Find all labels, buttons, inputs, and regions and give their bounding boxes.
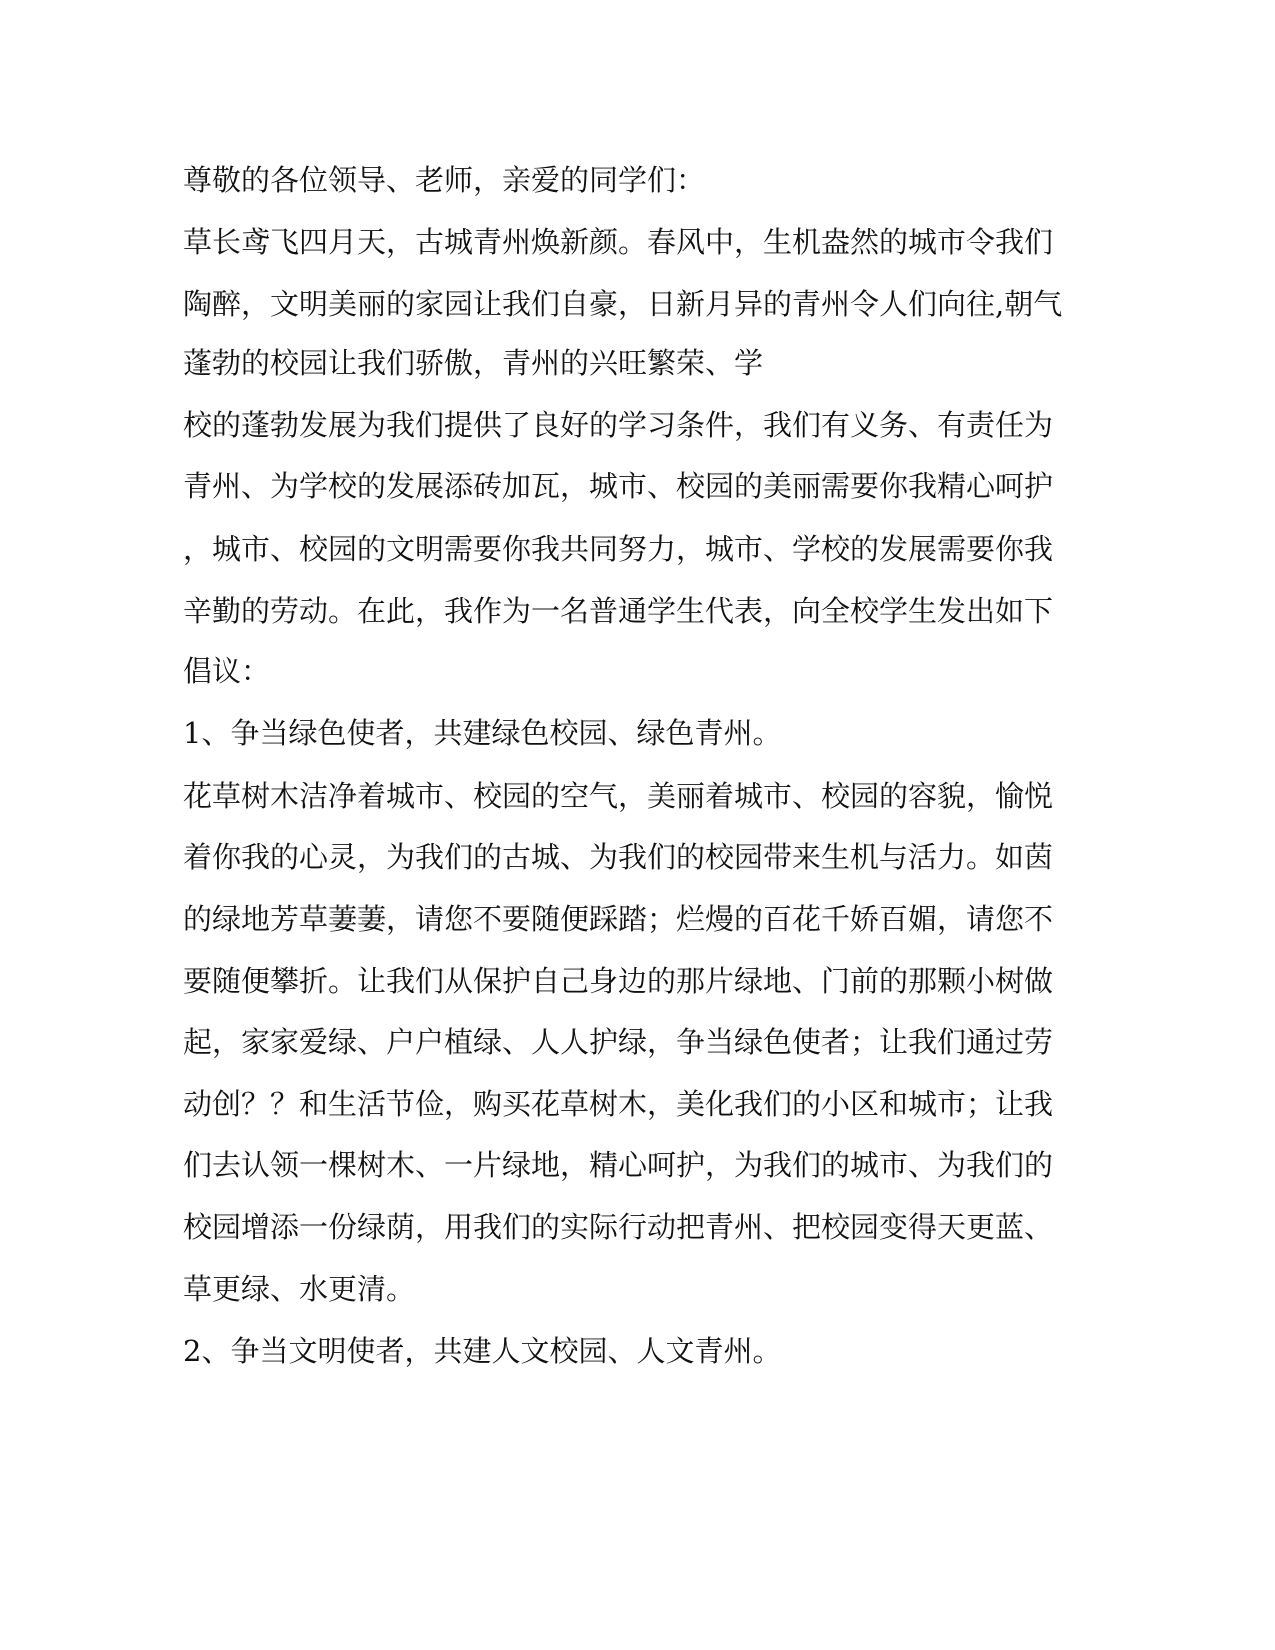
section-heading: 2、争当文明使者，共建人文校园、人文青州。 [183,1334,782,1368]
paragraph-line: 们去认领一棵树木、一片绿地，精心呵护，为我们的城市、为我们的 [183,1148,1054,1182]
paragraph-line: 的绿地芳草萋萋，请您不要随便踩踏；烂熳的百花千娇百媚，请您不 [183,902,1054,936]
paragraph-line: 动创？？和生活节俭，购买花草树木，美化我们的小区和城市；让我 [183,1087,1054,1121]
paragraph-line: 校园增添一份绿荫，用我们的实际行动把青州、把校园变得天更蓝、 [183,1210,1054,1244]
paragraph-line: 草长鸢飞四月天，古城青州焕新颜。春风中，生机盎然的城市令我们 [183,225,1054,259]
paragraph-line: 辛勤的劳动。在此，我作为一名普通学生代表，向全校学生发出如下 [183,594,1054,628]
paragraph-line: 着你我的心灵，为我们的古城、为我们的校园带来生机与活力。如茵 [183,840,1054,874]
paragraph-line: 花草树木洁净着城市、校园的空气，美丽着城市、校园的容貌，愉悦 [183,779,1054,813]
salutation-line: 尊敬的各位领导、老师，亲爱的同学们： [183,163,706,197]
paragraph-line: 倡议： [183,654,271,688]
paragraph-line: 青州、为学校的发展添砖加瓦，城市、校园的美丽需要你我精心呵护 [183,469,1054,503]
paragraph-line: 草更绿、水更清。 [183,1272,416,1306]
paragraph-line: ，城市、校园的文明需要你我共同努力，城市、学校的发展需要你我 [183,532,1054,566]
section-heading: 1、争当绿色使者，共建绿色校园、绿色青州。 [183,716,782,750]
paragraph-line: 校的蓬勃发展为我们提供了良好的学习条件，我们有义务、有责任为 [183,408,1054,442]
paragraph-line: 要随便攀折。让我们从保护自己身边的那片绿地、门前的那颗小树做 [183,964,1054,998]
paragraph-line: 蓬勃的校园让我们骄傲，青州的兴旺繁荣、学 [183,346,764,380]
paragraph-line: 陶醉，文明美丽的家园让我们自豪，日新月异的青州令人们向往,朝气 [183,287,1063,321]
paragraph-line: 起，家家爱绿、户户植绿、人人护绿，争当绿色使者；让我们通过劳 [183,1025,1054,1059]
